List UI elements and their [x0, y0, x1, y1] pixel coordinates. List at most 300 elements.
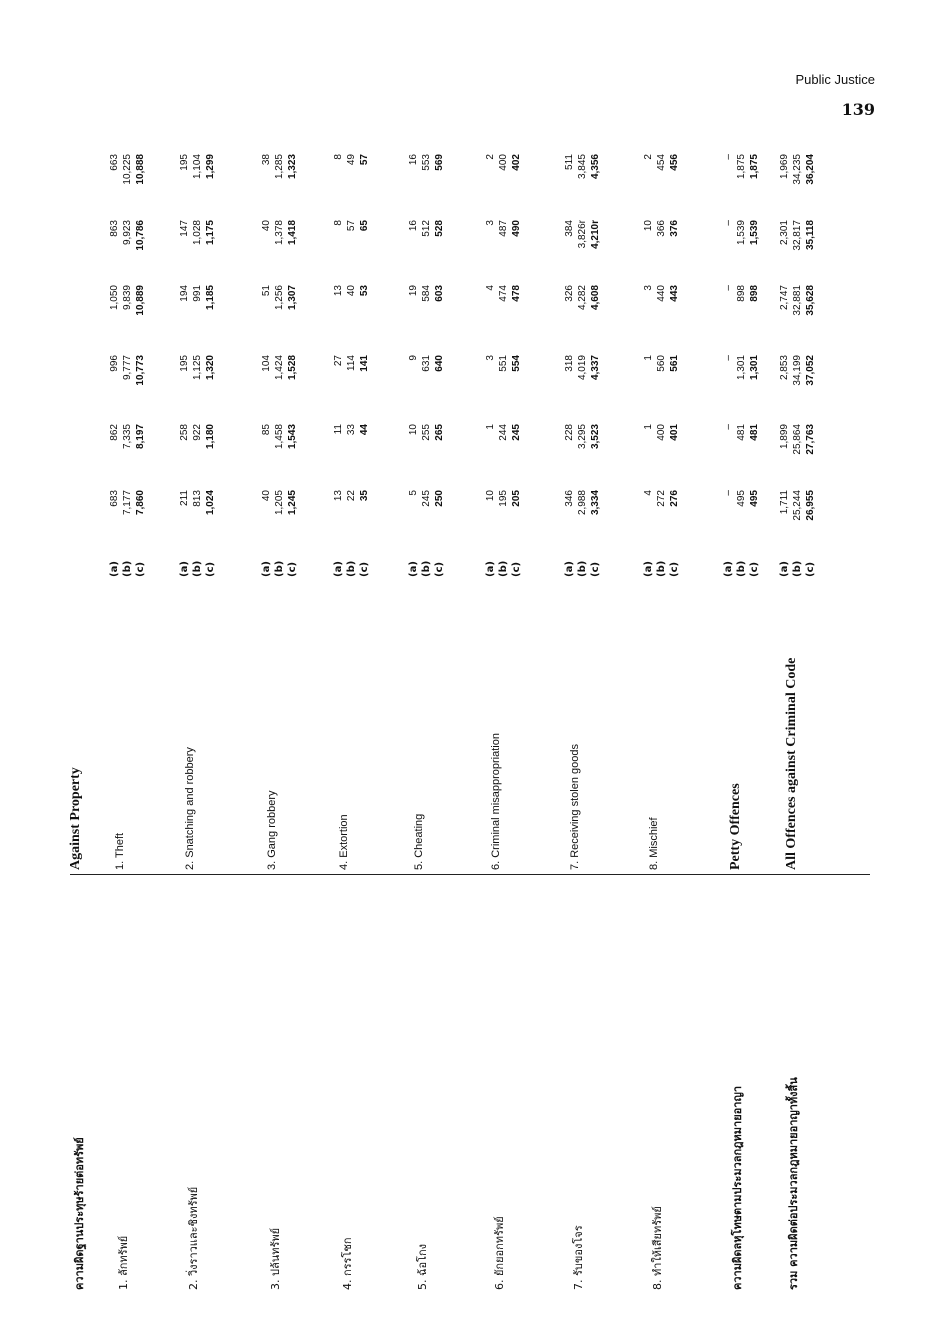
sub-label: (b): [192, 560, 203, 577]
sub-labels: [260, 561, 299, 577]
row-english-label: All Offences against Criminal Code: [784, 657, 799, 870]
value: 7,177: [122, 490, 133, 516]
value-cell: [484, 355, 523, 415]
value: 35,628: [805, 285, 816, 316]
value-cell: [484, 490, 523, 550]
value: 22: [346, 490, 357, 502]
value-cell: [778, 424, 817, 484]
value: 511: [564, 154, 575, 170]
sub-labels: [484, 561, 523, 577]
row-english-label: 4. Extortion: [338, 814, 350, 870]
value: 400: [656, 424, 667, 441]
value-cell: [178, 154, 217, 214]
value: –: [723, 490, 734, 496]
value: 195: [179, 154, 190, 171]
value: 384: [564, 220, 575, 237]
value-cell: [178, 490, 217, 550]
running-header: Public Justice: [795, 72, 875, 87]
value: 211: [179, 490, 190, 506]
row-english-label: Petty Offences: [728, 783, 743, 870]
value: 33: [346, 424, 357, 436]
value-cell: [178, 355, 217, 415]
value-cell: [260, 154, 299, 214]
value: 36,204: [805, 154, 816, 185]
value: 443: [669, 285, 680, 302]
row-thai-label: 3. ปล้นทรัพย์: [269, 1227, 282, 1290]
value: 898: [749, 285, 760, 302]
row-english-label: 3. Gang robbery: [266, 790, 278, 870]
value: 4: [643, 490, 654, 496]
value: 2: [485, 154, 496, 160]
value: 481: [736, 424, 747, 441]
value: 195: [179, 355, 190, 372]
value: 10: [643, 220, 654, 232]
value-cell: [722, 355, 761, 415]
value: 560: [656, 355, 667, 372]
value: 456: [669, 154, 680, 171]
value-cell: [722, 285, 761, 345]
row-thai-label: 7. รับของโจร: [572, 1225, 585, 1290]
value: 554: [511, 355, 522, 372]
value-cell: [260, 355, 299, 415]
value: 603: [434, 285, 445, 302]
value: 1,539: [736, 220, 747, 246]
sub-label: (b): [577, 560, 588, 577]
value: 11: [333, 424, 344, 435]
value: 44: [359, 424, 370, 436]
value: 3,295: [577, 424, 588, 450]
value: 195: [498, 490, 509, 507]
value: 245: [421, 490, 432, 507]
value: 26,955: [805, 490, 816, 521]
value: 813: [192, 490, 203, 507]
sub-labels: [563, 561, 602, 577]
value: 3: [643, 285, 654, 291]
value: 863: [109, 220, 120, 237]
value-cell: [178, 424, 217, 484]
value: 3,826r: [577, 220, 588, 249]
value: 1,299: [205, 154, 216, 180]
value-cell: [563, 424, 602, 484]
value-cell: [407, 285, 446, 345]
value: 4: [485, 285, 496, 291]
value-cell: [332, 154, 371, 214]
value: 528: [434, 220, 445, 237]
sub-labels: [778, 561, 817, 577]
value: 37,052: [805, 355, 816, 386]
value: 346: [564, 490, 575, 507]
value-cell: [642, 355, 681, 415]
value: 3: [485, 355, 496, 361]
sub-label: (b): [792, 560, 803, 577]
value: 276: [669, 490, 680, 507]
sub-label: (c): [205, 561, 216, 577]
value: 53: [359, 285, 370, 297]
value: 376: [669, 220, 680, 237]
value-cell: [722, 220, 761, 280]
value: 13: [333, 285, 344, 297]
value: 10: [485, 490, 496, 502]
sub-label: (c): [359, 561, 370, 577]
sub-labels: [407, 561, 446, 577]
value-cell: [778, 220, 817, 280]
value: 9,923: [122, 220, 133, 246]
value: –: [723, 220, 734, 226]
value: 1,125: [192, 355, 203, 381]
value: 104: [261, 355, 272, 372]
value: 553: [421, 154, 432, 171]
value-cell: [407, 424, 446, 484]
value-cell: [108, 490, 147, 550]
value-cell: [778, 490, 817, 550]
value-cell: [722, 154, 761, 214]
value: 3: [485, 220, 496, 226]
value-cell: [722, 424, 761, 484]
value: 495: [736, 490, 747, 507]
value-cell: [642, 220, 681, 280]
sub-label: (c): [805, 561, 816, 577]
value: 25,864: [792, 424, 803, 455]
value: 10,889: [135, 285, 146, 316]
section-thai: ความผิดฐานประทุษร้ายต่อทรัพย์: [73, 1137, 86, 1290]
value-cell: [778, 154, 817, 214]
sub-labels: [642, 561, 681, 577]
value: 27: [333, 355, 344, 367]
value: 1,205: [274, 490, 285, 516]
value: 141: [359, 355, 370, 372]
value: 512: [421, 220, 432, 237]
value: 1,969: [779, 154, 790, 180]
value: 40: [261, 220, 272, 232]
value: 991: [192, 285, 203, 302]
value-cell: [332, 355, 371, 415]
value-cell: [332, 424, 371, 484]
value: 683: [109, 490, 120, 507]
value-cell: [332, 285, 371, 345]
value: 1,024: [205, 490, 216, 516]
row-thai-label: 6. ยักยอกทรัพย์: [493, 1216, 506, 1290]
value: 1,378: [274, 220, 285, 246]
value: 1,899: [779, 424, 790, 450]
value-cell: [642, 424, 681, 484]
value-cell: [563, 490, 602, 550]
sub-label: (c): [287, 561, 298, 577]
value-cell: [178, 220, 217, 280]
value-cell: [722, 490, 761, 550]
value: 65: [359, 220, 370, 232]
value: 25,244: [792, 490, 803, 521]
value-cell: [260, 490, 299, 550]
value: 3,845: [577, 154, 588, 180]
value: 7,860: [135, 490, 146, 516]
row-english-label: 1. Theft: [114, 832, 126, 870]
value-cell: [563, 285, 602, 345]
value: 10,786: [135, 220, 146, 251]
value: 3,334: [590, 490, 601, 516]
value: 490: [511, 220, 522, 237]
value: 1,256: [274, 285, 285, 311]
value-cell: [260, 285, 299, 345]
value: 4,282: [577, 285, 588, 311]
sub-label: (b): [274, 560, 285, 577]
value: 2,301: [779, 220, 790, 246]
value: 205: [511, 490, 522, 507]
value: 474: [498, 285, 509, 302]
value-cell: [108, 355, 147, 415]
value: 318: [564, 355, 575, 372]
value: 8: [333, 220, 344, 226]
value-cell: [778, 285, 817, 345]
value: 4,356: [590, 154, 601, 180]
value: 49: [346, 154, 357, 166]
value-cell: [108, 424, 147, 484]
sub-label: (a): [564, 561, 575, 577]
value: 40: [346, 285, 357, 297]
row-english-label: 5. Cheating: [413, 813, 425, 870]
value: 1,104: [192, 154, 203, 180]
value: 1,320: [205, 355, 216, 381]
row-thai-label: 4. กรรโชก: [341, 1237, 354, 1290]
value: 8,197: [135, 424, 146, 450]
row-english-label: 2. Snatching and robbery: [184, 747, 196, 870]
value-cell: [108, 154, 147, 214]
value: 478: [511, 285, 522, 302]
value-cell: [563, 355, 602, 415]
value: 1,245: [287, 490, 298, 516]
value: 1,424: [274, 355, 285, 381]
value-cell: [407, 355, 446, 415]
value: 9,777: [122, 355, 133, 381]
row-thai-label: 2. วิ่งราวและชิงทรัพย์: [187, 1186, 200, 1290]
value: 481: [749, 424, 760, 441]
sub-label: (a): [109, 561, 120, 577]
value: 10: [408, 424, 419, 436]
value-cell: [407, 154, 446, 214]
value-cell: [407, 490, 446, 550]
value: 2: [643, 154, 654, 160]
value-cell: [642, 490, 681, 550]
value: 16: [408, 154, 419, 166]
value-cell: [108, 220, 147, 280]
value: 551: [498, 355, 509, 372]
section-english: Against Property: [68, 767, 83, 870]
value: 258: [179, 424, 190, 441]
value: –: [723, 154, 734, 160]
sub-label: (c): [590, 561, 601, 577]
row-english-label: 8. Mischief: [648, 817, 660, 870]
value: 1,050: [109, 285, 120, 311]
page-number: 139: [841, 100, 875, 119]
sub-label: (c): [669, 561, 680, 577]
value: 1,285: [274, 154, 285, 180]
value: 16: [408, 220, 419, 232]
row-thai-label: ความผิดลหุโทษตามประมวลกฎหมายอาญา: [731, 1086, 744, 1290]
value: 3,523: [590, 424, 601, 450]
value: 114: [346, 355, 357, 371]
sub-label: (a): [261, 561, 272, 577]
value-cell: [332, 490, 371, 550]
value: 1,528: [287, 355, 298, 381]
value-cell: [260, 424, 299, 484]
value: 4,608: [590, 285, 601, 311]
value-cell: [407, 220, 446, 280]
header-rule: [70, 874, 870, 875]
row-thai-label: 1. ลักทรัพย์: [117, 1235, 130, 1290]
value: 1: [643, 355, 654, 361]
value: 4,337: [590, 355, 601, 381]
sub-labels: [108, 561, 147, 577]
sub-labels: [722, 561, 761, 577]
row-thai-label: รวม ความผิดต่อประมวลกฎหมายอาญาทั้งสิ้น: [787, 1077, 800, 1290]
value: 1,323: [287, 154, 298, 180]
value: 19: [408, 285, 419, 297]
value: 38: [261, 154, 272, 166]
value: 35: [359, 490, 370, 502]
value: 1,301: [749, 355, 760, 381]
sub-labels: [178, 561, 217, 577]
value: 326: [564, 285, 575, 302]
value: 228: [564, 424, 575, 441]
value: 250: [434, 490, 445, 507]
value-cell: [484, 424, 523, 484]
value: 147: [179, 220, 190, 237]
value: 1: [485, 424, 496, 430]
value: 440: [656, 285, 667, 302]
value: 862: [109, 424, 120, 441]
value: 366: [656, 220, 667, 237]
value: 13: [333, 490, 344, 502]
value: 495: [749, 490, 760, 507]
value: 400: [498, 154, 509, 171]
value: 1,028: [192, 220, 203, 246]
value: 32,817: [792, 220, 803, 251]
value: –: [723, 424, 734, 430]
value: 51: [261, 285, 272, 297]
sub-label: (b): [736, 560, 747, 577]
value: 631: [421, 355, 432, 372]
value: 569: [434, 154, 445, 171]
value-cell: [178, 285, 217, 345]
sub-label: (a): [723, 561, 734, 577]
value: 4,019: [577, 355, 588, 381]
value: 898: [736, 285, 747, 302]
value: 1,307: [287, 285, 298, 311]
value-cell: [484, 154, 523, 214]
sub-label: (a): [179, 561, 190, 577]
value: 35,118: [805, 220, 816, 251]
value: 1,711: [779, 490, 790, 515]
value: 245: [511, 424, 522, 441]
value: 1,418: [287, 220, 298, 246]
sub-label: (c): [511, 561, 522, 577]
value: 561: [669, 355, 680, 372]
sub-label: (c): [135, 561, 146, 577]
value: 10,773: [135, 355, 146, 386]
value: 265: [434, 424, 445, 441]
value: 9: [408, 355, 419, 361]
sub-label: (c): [749, 561, 760, 577]
sub-label: (b): [421, 560, 432, 577]
sub-label: (a): [643, 561, 654, 577]
value: 584: [421, 285, 432, 302]
value: 487: [498, 220, 509, 237]
value: 194: [179, 285, 190, 302]
value: –: [723, 355, 734, 361]
value: 2,747: [779, 285, 790, 311]
value-cell: [563, 220, 602, 280]
value: 2,988: [577, 490, 588, 516]
value: 402: [511, 154, 522, 171]
value: 5: [408, 490, 419, 496]
value-cell: [484, 285, 523, 345]
value: 1,875: [736, 154, 747, 180]
value: 1,175: [205, 220, 216, 246]
value-cell: [778, 355, 817, 415]
value: 1,180: [205, 424, 216, 450]
value-cell: [484, 220, 523, 280]
value: 7,335: [122, 424, 133, 450]
value: 922: [192, 424, 203, 441]
sub-label: (a): [408, 561, 419, 577]
sub-label: (a): [485, 561, 496, 577]
value: 85: [261, 424, 272, 436]
value: 1,539: [749, 220, 760, 246]
value: 1: [643, 424, 654, 430]
sub-label: (b): [346, 560, 357, 577]
value: 57: [359, 154, 370, 166]
value: 9,839: [122, 285, 133, 311]
value-cell: [260, 220, 299, 280]
value: 27,763: [805, 424, 816, 455]
value: 1,875: [749, 154, 760, 180]
sub-label: (b): [656, 560, 667, 577]
sub-label: (a): [333, 561, 344, 577]
value: 640: [434, 355, 445, 372]
sub-label: (b): [498, 560, 509, 577]
value: 40: [261, 490, 272, 502]
value: 663: [109, 154, 120, 171]
row-english-label: 6. Criminal misappropriation: [490, 733, 502, 870]
value: 10,225: [122, 154, 133, 185]
row-thai-label: 8. ทำให้เสียทรัพย์: [651, 1206, 664, 1290]
value: 1,185: [205, 285, 216, 311]
value: 4,210r: [590, 220, 601, 249]
value: 2,853: [779, 355, 790, 381]
row-english-label: 7. Receiving stolen goods: [569, 744, 581, 870]
value: 32,881: [792, 285, 803, 316]
sub-label: (c): [434, 561, 445, 577]
value: 1,458: [274, 424, 285, 450]
value-cell: [108, 285, 147, 345]
value: 10,888: [135, 154, 146, 185]
value: –: [723, 285, 734, 291]
rotated-table: [70, 140, 880, 1290]
value-cell: [563, 154, 602, 214]
value: 996: [109, 355, 120, 372]
value: 272: [656, 490, 667, 507]
value: 34,199: [792, 355, 803, 386]
value: 34,235: [792, 154, 803, 185]
value: 1,301: [736, 355, 747, 381]
value: 8: [333, 154, 344, 160]
row-thai-label: 5. ฉ้อโกง: [416, 1243, 429, 1290]
sub-label: (a): [779, 561, 790, 577]
value: 1,543: [287, 424, 298, 450]
value: 255: [421, 424, 432, 441]
value: 401: [669, 424, 680, 441]
value-cell: [642, 285, 681, 345]
value: 454: [656, 154, 667, 171]
